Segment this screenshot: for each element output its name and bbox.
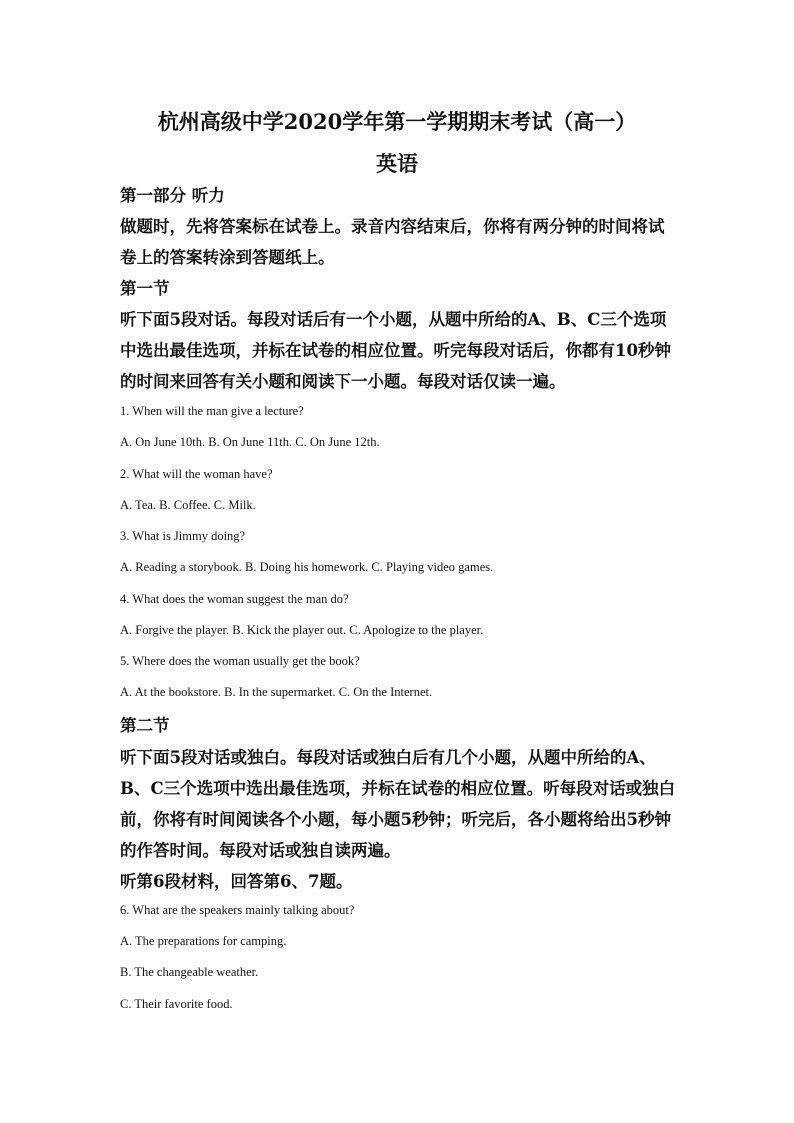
question-4-options: A. Forgive the player. B. Kick the player out. C. Apologize to the player. <box>120 623 484 637</box>
section2-instructions: 听下面5段对话或独白。每段对话或独白后有几个小题，从题中所给的A、B、C三个选项中选出最佳选项，并标在试卷的相应位置。听每段对话或独白前，你将有时间阅读各个小题，每小题5秒钟；听完后，各小题将给出5秒钟的作答时间。每段对话或独自读两遍。 <box>120 748 676 860</box>
exam-subject: 英语 <box>376 151 418 176</box>
question-2: 2. What will the woman have? <box>120 467 273 481</box>
question-3-options: A. Reading a storybook. B. Doing his homework. C. Playing video games. <box>120 560 494 574</box>
section1-instructions: 听下面5段对话。每段对话后有一个小题，从题中所给的A、B、C三个选项中选出最佳选项，并标在试卷的相应位置。听完每段对话后，你都有10秒钟的时间来回答有关小题和阅读下一小题。每段对话仅读一遍。 <box>120 310 671 391</box>
question-5: 5. Where does the woman usually get the book? <box>120 654 360 668</box>
part1-heading: 第一部分 听力 <box>120 186 225 205</box>
section1-heading: 第一节 <box>120 279 170 298</box>
question-6-option-a: A. The preparations for camping. <box>120 934 287 948</box>
exam-title: 杭州高级中学2020学年第一学期期末考试（高一） <box>157 109 637 134</box>
question-3: 3. What is Jimmy doing? <box>120 529 246 543</box>
question-2-options: A. Tea. B. Coffee. C. Milk. <box>120 498 256 512</box>
question-6-option-c: C. Their favorite food. <box>120 997 233 1011</box>
question-1: 1. When will the man give a lecture? <box>120 404 304 418</box>
question-4: 4. What does the woman suggest the man do? <box>120 592 349 606</box>
material-6-heading: 听第6段材料，回答第6、7题。 <box>120 872 353 891</box>
question-5-options: A. At the bookstore. B. In the supermarket. C. On the Internet. <box>120 685 433 699</box>
question-6: 6. What are the speakers mainly talking about? <box>120 903 355 917</box>
section2-heading: 第二节 <box>120 716 170 735</box>
part1-instructions: 做题时，先将答案标在试卷上。录音内容结束后，你将有两分钟的时间将试卷上的答案转涂到答题纸上。 <box>120 217 665 267</box>
question-1-options: A. On June 10th. B. On June 11th. C. On June 12th. <box>120 435 380 449</box>
question-6-option-b: B. The changeable weather. <box>120 965 259 979</box>
